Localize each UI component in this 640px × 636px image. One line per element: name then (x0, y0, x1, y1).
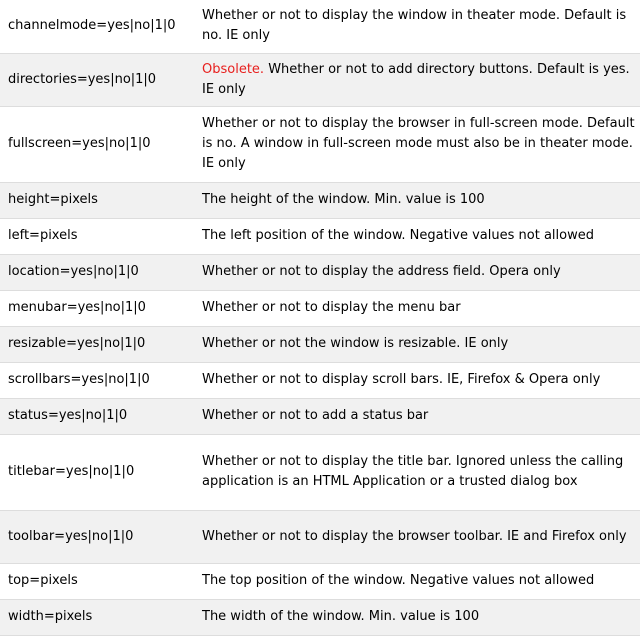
description-cell (194, 510, 640, 563)
description-text: Whether or not to display the window in theater mode. Default is no. IE only (202, 8, 627, 44)
description-text: The left position of the window. Negative values not allowed (202, 228, 594, 243)
description-text: Whether or not the window is resizable. IE only (202, 336, 509, 351)
param-cell: width=pixels (0, 599, 194, 635)
description-text: The width of the window. Min. value is 100 (202, 609, 480, 624)
description-cell (194, 53, 640, 106)
table-row (0, 326, 640, 362)
param-cell: menubar=yes|no|1|0 (0, 290, 194, 326)
param-cell: location=yes|no|1|0 (0, 254, 194, 290)
table-row (0, 106, 640, 182)
table-row (0, 398, 640, 434)
table-row (0, 434, 640, 510)
description-text: Whether or not to display the menu bar (202, 300, 461, 315)
param-cell: height=pixels (0, 182, 194, 218)
table-row (0, 599, 640, 635)
table-row (0, 510, 640, 563)
description-text: Whether or not to add a status bar (202, 408, 429, 423)
table-row (0, 362, 640, 398)
description-cell (194, 290, 640, 326)
description-cell (194, 182, 640, 218)
param-cell: toolbar=yes|no|1|0 (0, 510, 194, 563)
description-cell (194, 0, 640, 53)
table-row (0, 290, 640, 326)
description-cell (194, 218, 640, 254)
param-cell: fullscreen=yes|no|1|0 (0, 106, 194, 182)
table-row (0, 563, 640, 599)
param-cell: channelmode=yes|no|1|0 (0, 0, 194, 53)
description-text: Whether or not to add directory buttons. Default is yes. IE only (202, 61, 630, 97)
description-text: Whether or not to display the address field. Opera only (202, 264, 561, 279)
description-cell (194, 599, 640, 635)
description-cell (194, 563, 640, 599)
description-cell (194, 362, 640, 398)
table-row (0, 218, 640, 254)
description-cell (194, 434, 640, 510)
param-cell: top=pixels (0, 563, 194, 599)
table-row (0, 254, 640, 290)
table-row (0, 182, 640, 218)
table-row (0, 0, 640, 53)
description-cell (194, 106, 640, 182)
param-cell: resizable=yes|no|1|0 (0, 326, 194, 362)
description-cell (194, 326, 640, 362)
description-text: Whether or not to display the browser in full-screen mode. Default is no. A window in full-screen mode must also be in theater mode. IE only (202, 116, 635, 171)
table-row (0, 53, 640, 106)
description-text: Whether or not to display the title bar. Ignored unless the calling application is an HTML Application or a trusted dialog box (202, 454, 624, 489)
description-cell (194, 254, 640, 290)
description-text: The top position of the window. Negative values not allowed (202, 573, 595, 588)
obsolete-label: Obsolete. (202, 61, 265, 77)
description-text: The height of the window. Min. value is 100 (202, 192, 485, 207)
param-cell: scrollbars=yes|no|1|0 (0, 362, 194, 398)
param-cell: titlebar=yes|no|1|0 (0, 434, 194, 510)
param-cell: status=yes|no|1|0 (0, 398, 194, 434)
description-cell (194, 398, 640, 434)
description-text: Whether or not to display scroll bars. IE, Firefox & Opera only (202, 372, 601, 387)
param-cell: directories=yes|no|1|0 (0, 53, 194, 106)
param-cell: left=pixels (0, 218, 194, 254)
description-text: Whether or not to display the browser toolbar. IE and Firefox only (202, 528, 627, 544)
